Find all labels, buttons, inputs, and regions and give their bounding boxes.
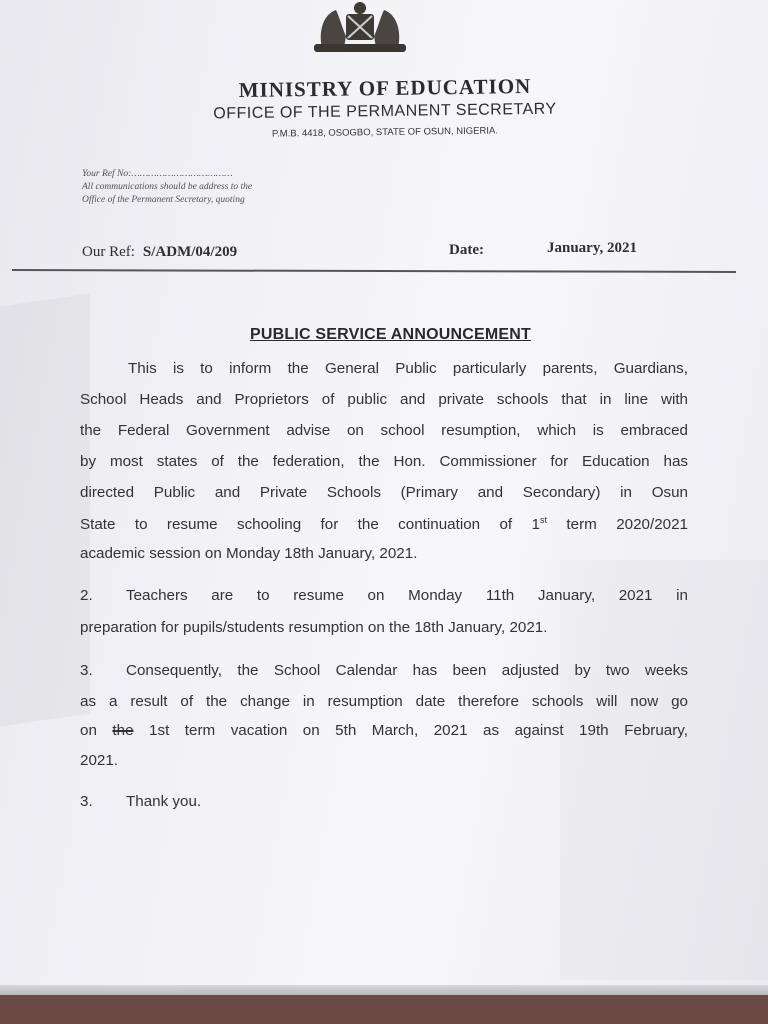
paragraph-number: 3.	[80, 662, 93, 679]
ordinal-suffix: st	[540, 515, 548, 525]
our-reference-value: S/ADM/04/209	[142, 244, 238, 260]
paragraph-text: the Federal Government advise on school resumption, which is embraced	[80, 422, 688, 439]
paragraph-text: by most states of the federation, the Hon. Commissioner for Education has	[80, 453, 688, 470]
paragraph-number: 3.	[80, 793, 93, 810]
paragraph-line	[80, 587, 688, 604]
paragraph-line: preparation for pupils/students resumption on the 18th January, 2021.	[80, 619, 548, 636]
paragraph-line: academic session on Monday 18th January, 2021.	[80, 545, 418, 562]
our-reference-label: Our Ref:	[82, 244, 135, 260]
reference-note	[82, 168, 252, 207]
paragraph-line	[128, 360, 688, 377]
reference-note-line: Office of the Permanent Secretary, quoting	[82, 195, 245, 205]
closing-text: Thank you.	[126, 793, 202, 810]
paragraph-text: directed Public and Private Schools (Primary and Secondary) in Osun	[80, 484, 688, 501]
paragraph-text: This is to inform the General Public particularly parents, Guardians,	[128, 360, 688, 377]
announcement-heading: PUBLIC SERVICE ANNOUNCEMENT	[250, 326, 531, 343]
paragraph-line: 2021.	[80, 752, 119, 769]
header-divider	[12, 269, 736, 272]
coat-of-arms-logo	[306, 0, 414, 56]
paragraph-line	[80, 453, 688, 470]
paragraph-line	[80, 484, 688, 501]
paragraph-text: on	[80, 722, 113, 739]
paragraph-line	[80, 515, 688, 533]
struck-word: the	[112, 722, 134, 739]
date-value: January, 2021	[547, 240, 638, 256]
closing-line	[80, 793, 688, 810]
reference-note-line: Your Ref No:………………………………	[82, 169, 233, 179]
page-edge-shadow	[0, 985, 768, 995]
date-label: Date:	[449, 242, 484, 258]
office-subtitle: OFFICE OF THE PERMANENT SECRETARY	[213, 100, 557, 123]
paragraph-line	[80, 722, 688, 739]
postal-address: P.M.B. 4418, OSOGBO, STATE OF OSUN, NIGERIA.	[271, 125, 499, 140]
reference-note-line: All communications should be address to the	[82, 182, 253, 192]
paragraph-line	[80, 391, 688, 408]
paragraph-text: term 2020/2021	[547, 516, 689, 534]
paragraph-line	[80, 662, 688, 679]
paragraph-text: School Heads and Proprietors of public and private schools that in line with	[80, 391, 688, 408]
ministry-title: MINISTRY OF EDUCATION	[238, 73, 532, 103]
paragraph-text: 1st term vacation on 5th March, 2021 as against 19th February,	[133, 722, 688, 739]
paragraph-number: 2.	[80, 587, 93, 604]
paper-fold-shadow	[0, 294, 90, 727]
paragraph-text: Consequently, the School Calendar has been adjusted by two weeks	[126, 662, 688, 679]
paragraph-line	[80, 422, 688, 439]
our-reference	[82, 244, 237, 261]
paragraph-text: Teachers are to resume on Monday 11th January, 2021 in	[126, 587, 688, 604]
paragraph-line	[80, 693, 688, 710]
paragraph-text: State to resume schooling for the continuation of 1	[80, 516, 541, 534]
paragraph-text: as a result of the change in resumption date therefore schools will now go	[80, 693, 688, 710]
